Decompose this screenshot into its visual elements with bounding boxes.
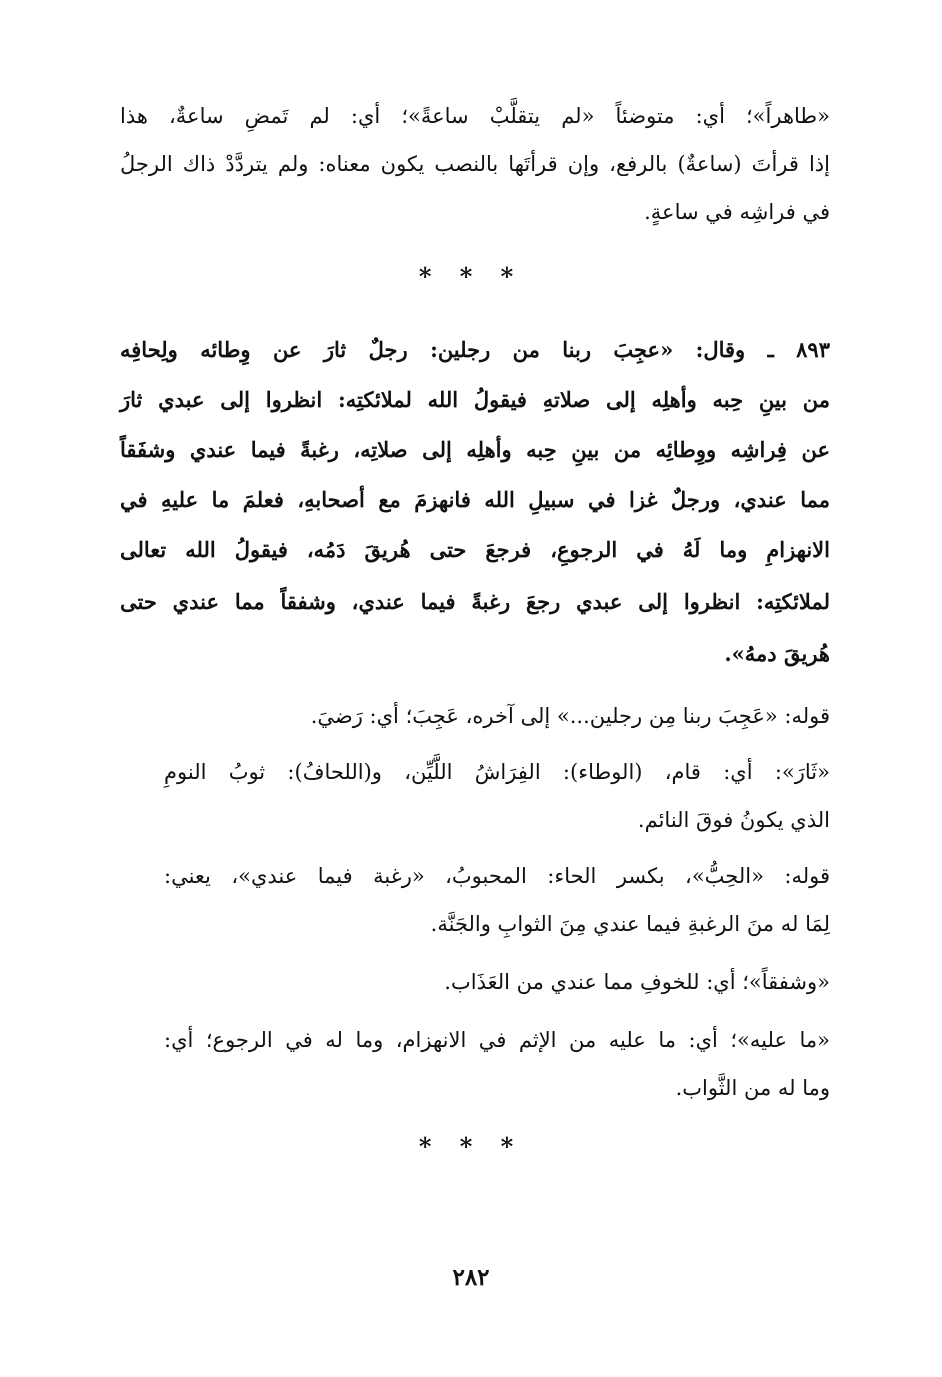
- hadith-line: الانهزامِ وما لَهُ في الرجوعِ، فرجعَ حتى هُريقَ دَمُه، فيقولُ الله تعالى: [120, 537, 830, 562]
- commentary-line: لِمَا له منَ الرغبةِ فيما عندي مِنَ الثوابِ والجَنَّة.: [430, 912, 830, 936]
- text-line: في فراشِه في ساعةٍ.: [644, 200, 830, 224]
- section-separator: * * *: [418, 262, 524, 291]
- page-number: ٢٨٢: [452, 1264, 490, 1291]
- commentary-line: «ما عليه»؛ أي: ما عليه من الإثم في الانهزام، وما له في الرجوع؛ أي:: [164, 1028, 830, 1052]
- commentary-line: «وشفقاً»؛ أي: للخوفِ مما عندي من العَذَاب.: [444, 970, 830, 994]
- hadith-line: لملائكتِه: انظروا إلى عبدي رجعَ رغبةً فيما عندي، وشفقاً مما عندي حتى: [120, 589, 830, 614]
- hadith-line: هُريقَ دمهُ».: [724, 641, 830, 666]
- commentary-line: «ثَارَ»: أي: قام، (الوطاء): الفِرَاشُ اللَّيِّن، و(اللحافُ): ثوبُ النومِ: [164, 760, 830, 784]
- hadith-line: من بينِ حِبه وأهلِه إلى صلاتهِ فيقولُ الله لملائكتِه: انظروا إلى عبدي ثارَ: [120, 387, 830, 412]
- commentary-line: وما له من الثَّواب.: [675, 1076, 830, 1100]
- commentary-line: قوله: «الحِبُّ»، بكسر الحاء: المحبوبُ، «رغبة فيما عندي»، يعني:: [164, 864, 830, 888]
- hadith-line: عن فِراشِه ووِطائِه من بينِ حِبه وأهلِه إلى صلاتِه، رغبةً فيما عندي وشفَقاً: [120, 437, 830, 462]
- commentary-line: قوله: «عَجِبَ ربنا مِن رجلين...» إلى آخره، عَجِبَ؛ أي: رَضيَ.: [310, 704, 830, 728]
- hadith-line: ٨٩٣ ـ وقال: «عجِبَ ربنا من رجلين: رجلٌ ثارَ عن وِطائه ولِحافِه: [120, 337, 830, 362]
- text-line: إذا قرأتَ (ساعةٌ) بالرفع، وإن قرأتَها بالنصب يكون معناه: ولم يتردَّدْ ذاك الرجلُ: [120, 152, 830, 176]
- commentary-line: الذي يكونُ فوقَ النائم.: [637, 808, 830, 832]
- text-line: «طاهراً»؛ أي: متوضئاً «لم يتقلَّبْ ساعةً»؛ أي: لم تَمضِ ساعةٌ، هذا: [120, 104, 830, 128]
- hadith-line: مما عندي، ورجلٌ غزا في سبيلِ الله فانهزمَ مع أصحابهِ، فعلمَ ما عليهِ في: [120, 487, 830, 512]
- section-separator: * * *: [418, 1132, 524, 1161]
